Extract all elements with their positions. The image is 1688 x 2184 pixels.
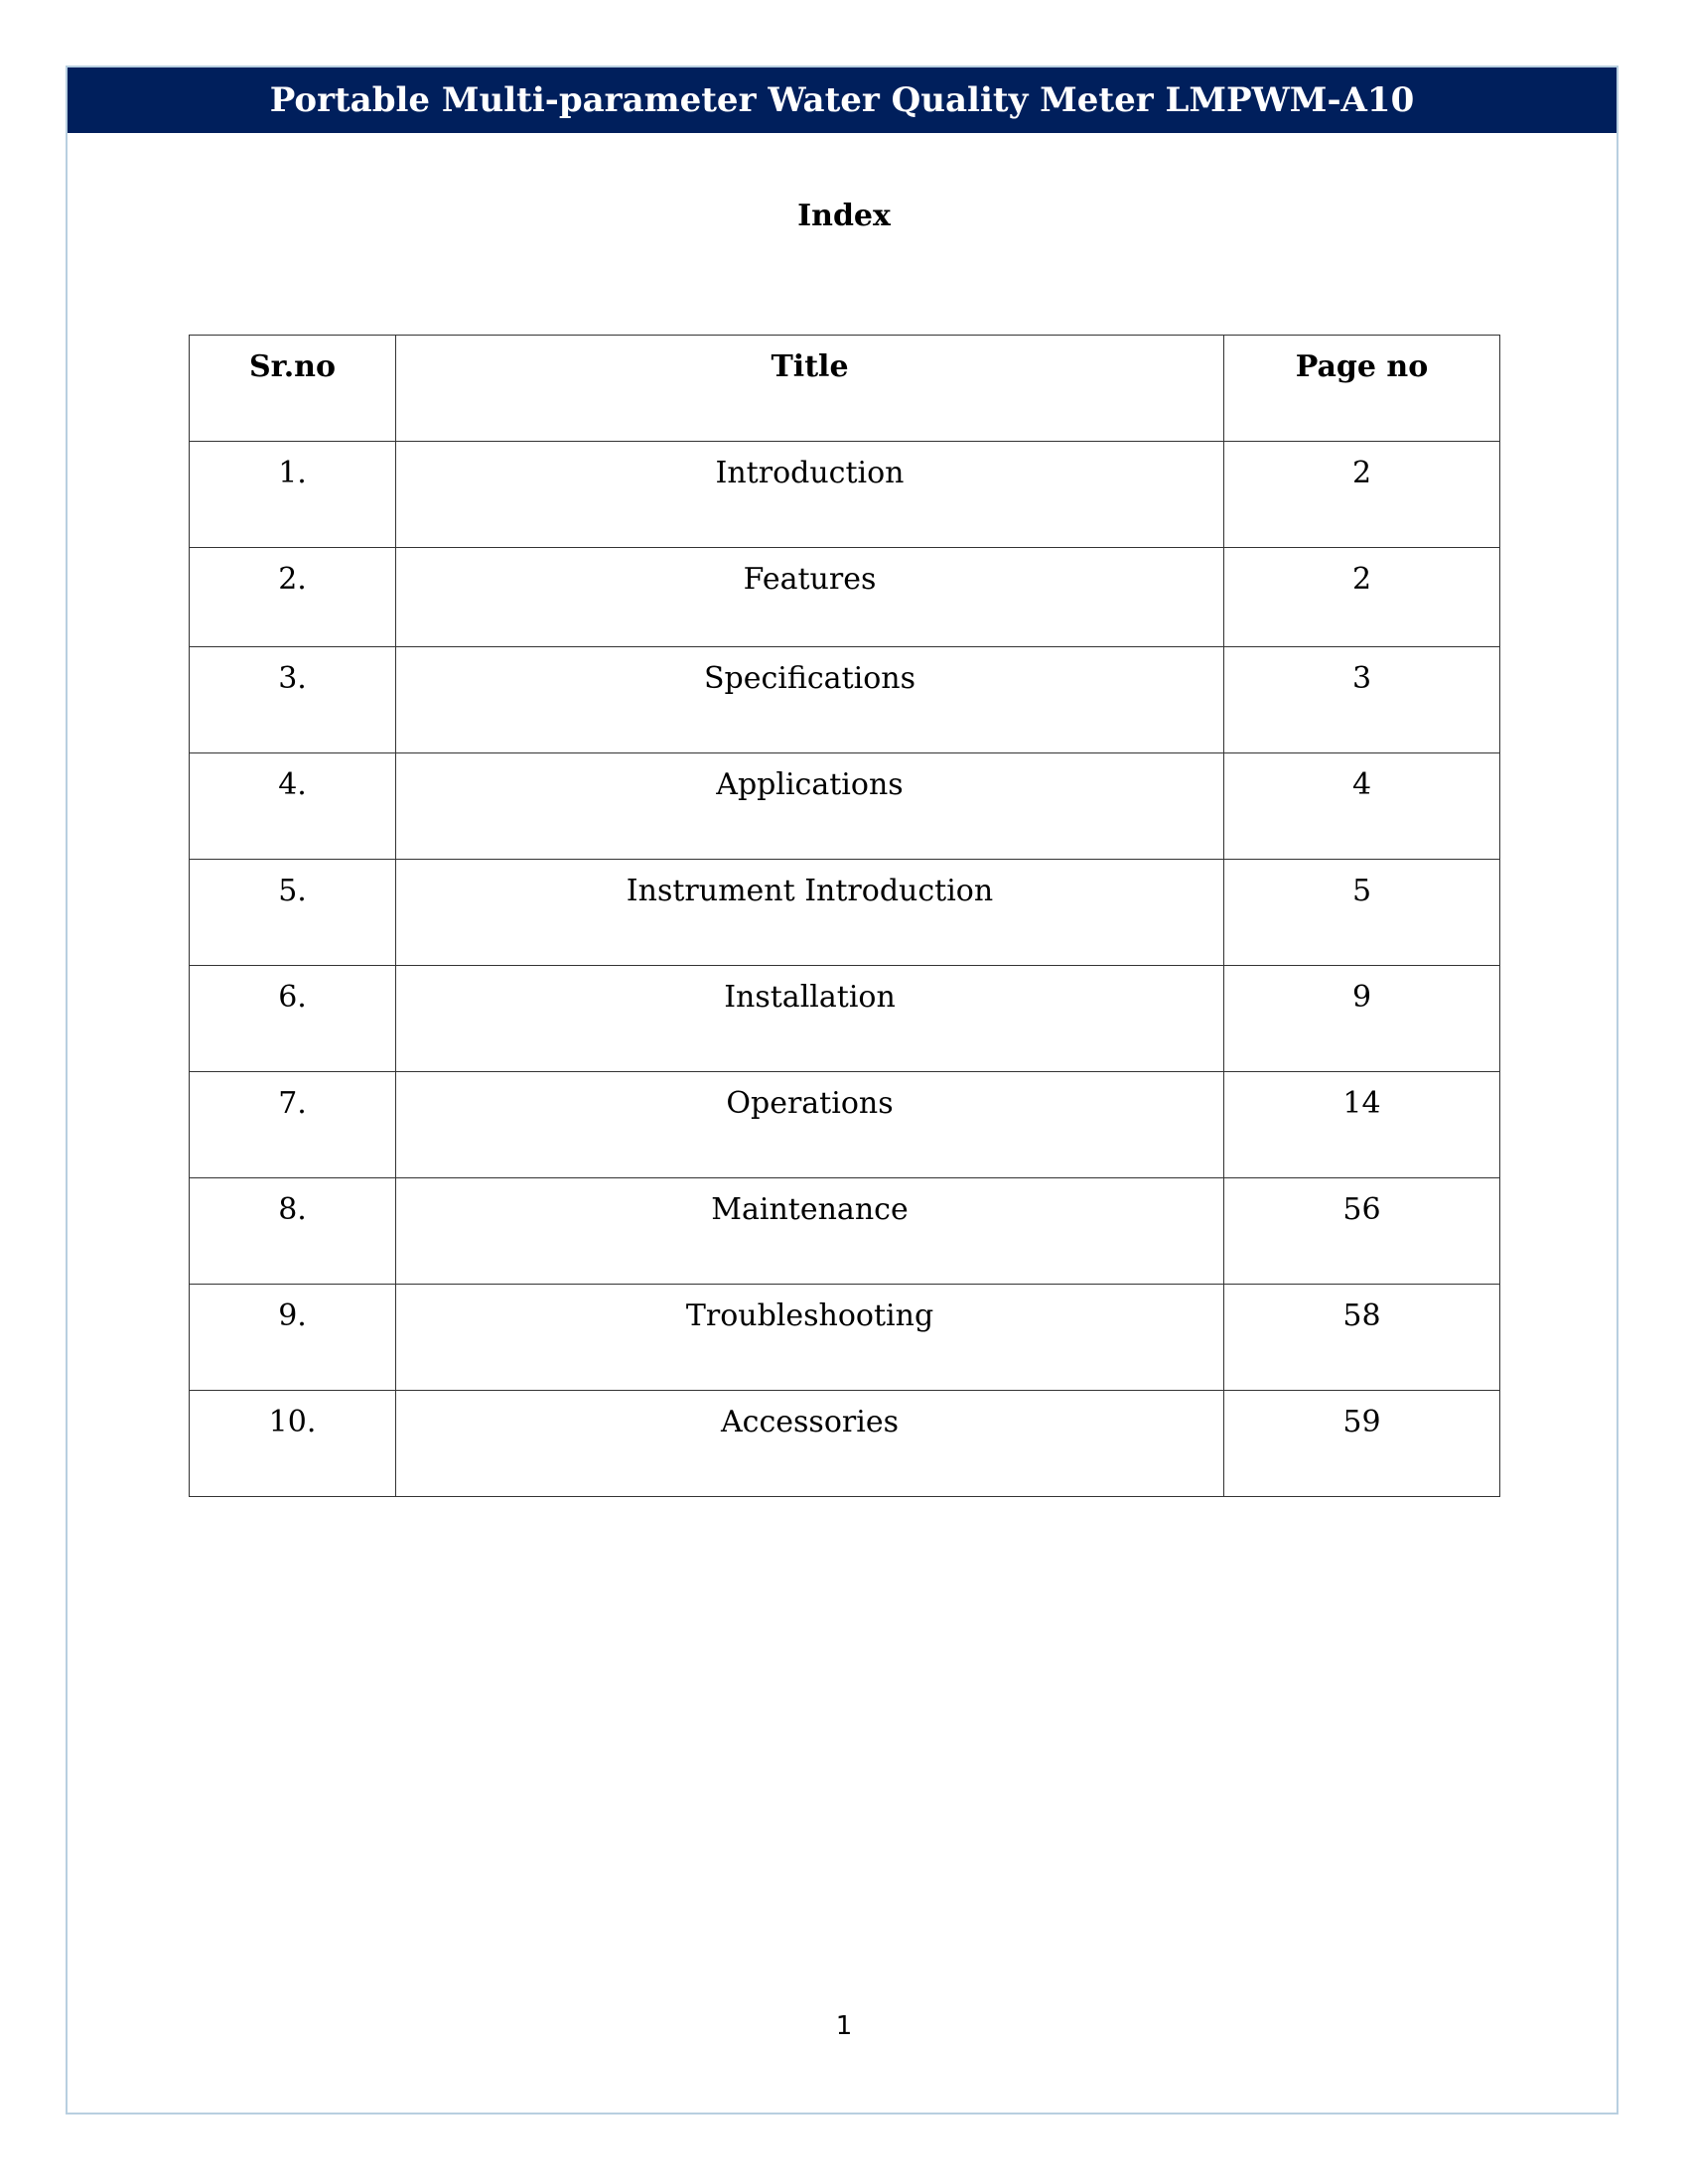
row-srno: 2. (190, 548, 396, 647)
row-page: 9 (1224, 966, 1500, 1072)
row-title: Installation (396, 966, 1224, 1072)
page-number: 1 (835, 2011, 853, 2041)
row-page: 2 (1224, 548, 1500, 647)
row-page: 58 (1224, 1285, 1500, 1391)
column-header-title: Title (396, 336, 1224, 442)
row-srno: 1. (190, 442, 396, 548)
row-srno: 8. (190, 1178, 396, 1285)
row-srno: 9. (190, 1285, 396, 1391)
row-srno: 6. (190, 966, 396, 1072)
table-row (190, 1072, 1500, 1178)
row-title: Introduction (396, 442, 1224, 548)
table-row (190, 647, 1500, 753)
row-title: Troubleshooting (396, 1285, 1224, 1391)
row-title: Maintenance (396, 1178, 1224, 1285)
table-row (190, 548, 1500, 647)
row-title: Operations (396, 1072, 1224, 1178)
row-srno: 5. (190, 860, 396, 966)
table-row (190, 1285, 1500, 1391)
row-title: Instrument Introduction (396, 860, 1224, 966)
row-srno: 3. (190, 647, 396, 753)
row-srno: 7. (190, 1072, 396, 1178)
index-table (189, 335, 1500, 1497)
table-row (190, 1178, 1500, 1285)
document-title: Portable Multi-parameter Water Quality Meter LMPWM-A10 (269, 80, 1415, 120)
row-title: Accessories (396, 1391, 1224, 1497)
row-page: 5 (1224, 860, 1500, 966)
row-page: 14 (1224, 1072, 1500, 1178)
row-title: Applications (396, 753, 1224, 860)
column-header-srno: Sr.no (190, 336, 396, 442)
row-page: 56 (1224, 1178, 1500, 1285)
document-header (68, 68, 1617, 133)
table-row (190, 1391, 1500, 1497)
table-header-row (190, 336, 1500, 442)
row-srno: 4. (190, 753, 396, 860)
row-page: 3 (1224, 647, 1500, 753)
table-row (190, 966, 1500, 1072)
table-row (190, 753, 1500, 860)
row-srno: 10. (190, 1391, 396, 1497)
row-title: Features (396, 548, 1224, 647)
table-row (190, 442, 1500, 548)
table-row (190, 860, 1500, 966)
column-header-page: Page no (1224, 336, 1500, 442)
index-heading: Index (797, 199, 891, 233)
row-title: Specifications (396, 647, 1224, 753)
row-page: 2 (1224, 442, 1500, 548)
row-page: 4 (1224, 753, 1500, 860)
row-page: 59 (1224, 1391, 1500, 1497)
